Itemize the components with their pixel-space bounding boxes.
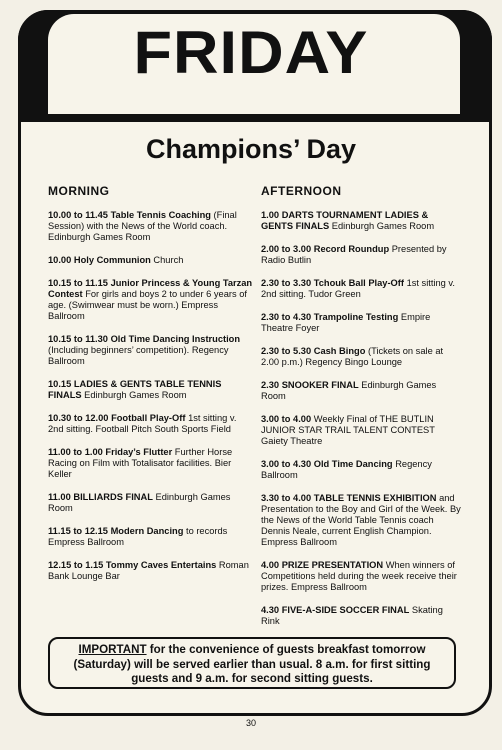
item-details: (Including beginners’ competition). Regency Ballroom — [48, 345, 229, 366]
schedule-item — [48, 334, 253, 367]
item-details: (Final Session) with the News of the World coach. Edinburgh Games Room — [48, 210, 237, 242]
item-details: Regency Ballroom — [261, 459, 432, 480]
notice-label: IMPORTANT — [78, 643, 147, 656]
schedule-item — [48, 278, 253, 322]
item-time: 2.00 to 3.00 — [261, 244, 312, 254]
item-time: 12.15 to 1.15 — [48, 560, 104, 570]
item-time: 1.00 — [261, 210, 280, 220]
schedule-item — [48, 210, 253, 243]
item-title: Friday’s Flutter — [105, 447, 173, 457]
item-title: LADIES & GENTS TABLE TENNIS FINALS — [48, 379, 222, 400]
item-details: 1st sitting v. 2nd sitting. Football Pitch South Sports Field — [48, 413, 237, 434]
item-title: DARTS TOURNAMENT LADIES & GENTS FINALS — [261, 210, 429, 231]
schedule-item — [261, 560, 461, 593]
item-time: 2.30 — [261, 380, 280, 390]
item-title: PRIZE PRESENTATION — [281, 560, 384, 570]
schedule-item — [261, 346, 461, 368]
item-details: When winners of Competitions held during the week receive their prizes. Empress Ballroom — [261, 560, 457, 592]
item-time: 10.15 — [48, 379, 72, 389]
item-details: Edinburgh Games Room — [261, 380, 437, 401]
item-time: 3.30 to 4.00 — [261, 493, 312, 503]
afternoon-list — [261, 210, 461, 627]
schedule-item — [48, 560, 253, 582]
item-title: Modern Dancing — [110, 526, 184, 536]
schedule-item — [261, 312, 461, 334]
schedule-item — [261, 210, 461, 232]
afternoon-heading: AFTERNOON — [261, 184, 342, 198]
item-time: 2.30 to 4.30 — [261, 312, 312, 322]
item-details: For girls and boys 2 to under 6 years of age. (Swimwear must be worn.) Empress Ballroom — [48, 289, 247, 321]
page-subtitle: Champions’ Day — [145, 134, 357, 164]
item-title: Record Roundup — [313, 244, 390, 254]
item-time: 4.30 — [261, 605, 280, 615]
schedule-item — [48, 255, 253, 266]
item-time: 11.15 to 12.15 — [48, 526, 108, 536]
item-details: Edinburgh Games Room — [48, 492, 231, 513]
item-details: Church — [153, 255, 184, 265]
page-title: FRIDAY — [133, 19, 369, 86]
morning-list — [48, 210, 253, 582]
item-time: 10.00 to 11.45 — [48, 210, 108, 220]
item-title: TABLE TENNIS EXHIBITION — [313, 493, 437, 503]
schedule-item — [261, 414, 461, 447]
item-title: Trampoline Testing — [313, 312, 399, 322]
schedule-item — [48, 413, 253, 435]
item-title: Table Tennis Coaching — [110, 210, 211, 220]
item-time: 10.15 to 11.15 — [48, 278, 108, 288]
item-title: SNOOKER FINAL — [281, 380, 359, 390]
item-details: to records Empress Ballroom — [48, 526, 228, 547]
item-time: 3.00 to 4.00 — [261, 414, 312, 424]
item-title: Football Play-Off — [111, 413, 186, 423]
item-time: 11.00 — [48, 492, 71, 502]
item-details: Weekly Final of THE BUTLIN JUNIOR STAR TRAIL TALENT CONTEST Gaiety Theatre — [261, 414, 435, 446]
item-title: FIVE-A-SIDE SOCCER FINAL — [281, 605, 410, 615]
schedule-item — [261, 244, 461, 266]
schedule-item — [261, 459, 461, 481]
schedule-item — [48, 526, 253, 548]
item-details: (Tickets on sale at 2.00 p.m.) Regency Bingo Lounge — [261, 346, 444, 367]
item-details: Further Horse Racing on Film with Totalisator facilities. Bier Keller — [48, 447, 233, 479]
item-time: 3.00 to 4.30 — [261, 459, 312, 469]
page-number: 30 — [245, 718, 256, 728]
schedule-item — [261, 380, 461, 402]
item-title: Junior Princess & Young Tarzan Contest — [48, 278, 253, 299]
item-title: Holy Communion — [73, 255, 151, 265]
item-time: 10.00 — [48, 255, 72, 265]
schedule-item — [261, 493, 461, 548]
item-details: Skating Rink — [261, 605, 443, 626]
afternoon-column — [261, 186, 461, 639]
item-details: Presented by Radio Butlin — [261, 244, 447, 265]
item-time: 4.00 — [261, 560, 280, 570]
item-title: Old Time Dancing — [313, 459, 393, 469]
schedule-item — [261, 605, 461, 627]
schedule-item — [48, 379, 253, 401]
item-title: Tommy Caves Entertains — [105, 560, 217, 570]
item-time: 10.15 to 11.30 — [48, 334, 108, 344]
morning-column — [48, 186, 253, 594]
item-details: Edinburgh Games Room — [84, 390, 187, 400]
item-details: Edinburgh Games Room — [331, 221, 435, 231]
schedule-item — [48, 447, 253, 480]
item-details: Empire Theatre Foyer — [261, 312, 431, 333]
item-time: 2.30 to 5.30 — [261, 346, 312, 356]
schedule-item — [261, 278, 461, 300]
item-details: and Presentation to the Boy and Girl of the Week. By the News of the World Table Tennis coach Dennis Neale, current English Champion. Empress Ballroom — [261, 493, 461, 547]
item-title: BILLIARDS FINAL — [73, 492, 153, 502]
notice-text: for the convenience of guests breakfast tomorrow (Saturday) will be served earlier than usual. 8 a.m. for first sitting guests and 9 a.m. for second sitting guests. — [73, 643, 431, 685]
item-time: 11.00 to 1.00 — [48, 447, 103, 457]
item-time: 10.30 to 12.00 — [48, 413, 109, 423]
schedule-item — [48, 492, 253, 514]
item-title: Old Time Dancing Instruction — [110, 334, 241, 344]
item-title: Tchouk Ball Play-Off — [313, 278, 404, 288]
item-details: 1st sitting v. 2nd sitting. Tudor Green — [261, 278, 455, 299]
item-time: 2.30 to 3.30 — [261, 278, 312, 288]
item-details: Roman Bank Lounge Bar — [48, 560, 249, 581]
important-notice — [48, 637, 456, 689]
morning-heading: MORNING — [48, 184, 110, 198]
item-title: Cash Bingo — [313, 346, 366, 356]
